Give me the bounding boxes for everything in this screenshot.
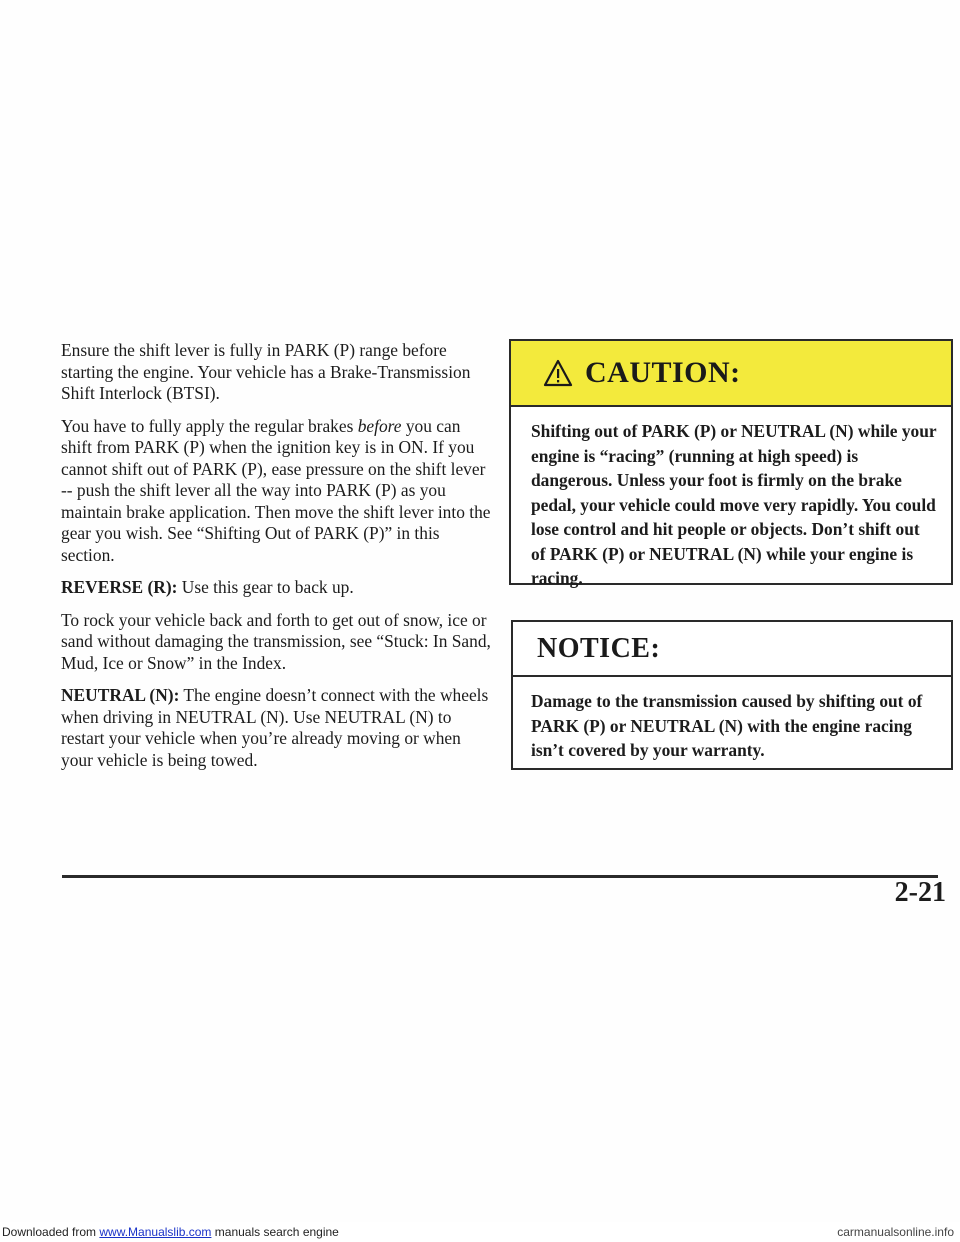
footer-rule — [62, 875, 938, 878]
notice-header — [513, 622, 951, 677]
paragraph-btsi: Ensure the shift lever is fully in PARK (P) range before starting the engine. Your vehicle has a Brake-Transmission Shift Interlock (BTSI). — [61, 340, 471, 403]
paragraph-brakes — [61, 416, 493, 567]
paragraph-reverse — [61, 577, 493, 599]
text-part: The engine doesn’t connect with the wheels when driving in NEUTRAL (N). Use NEUTRAL (N) to restart your vehicle when you’re already moving or when your vehicle is being towed. — [61, 685, 489, 770]
label-neutral: NEUTRAL (N): — [61, 685, 180, 705]
paragraph-rocking: To rock your vehicle back and forth to get out of snow, ice or sand without damaging the transmission, see “Stuck: In Sand, Mud, Ice or Snow” in the Index. — [61, 609, 491, 673]
paragraph-neutral — [61, 685, 493, 771]
text-part: Use this gear to back up. — [177, 577, 354, 597]
caution-text: Shifting out of PARK (P) or NEUTRAL (N) while your engine is “racing” (running at high speed) is dangerous. Unless your foot is firmly on the brake pedal, your vehicle could move very rapidly. You could lose control and hit people or objects. Don’t shift out of PARK (P) or NEUTRAL (N) while your engine is racing. — [531, 421, 937, 588]
caution-title: CAUTION: — [585, 356, 741, 389]
emphasis-before: before — [357, 415, 402, 436]
left-column — [61, 340, 493, 782]
notice-text: Damage to the transmission caused by shifting out of PARK (P) or NEUTRAL (N) with the engine racing isn’t covered by your warranty. — [531, 691, 923, 760]
footer-source — [2, 1222, 339, 1242]
page-number: 2-21 — [894, 877, 946, 908]
warning-triangle-icon — [543, 359, 573, 387]
footer-suffix: manuals search engine — [211, 1225, 339, 1239]
footer-watermark: carmanualsonline.info — [837, 1225, 954, 1239]
text-part: You have to fully apply the regular brakes — [61, 415, 358, 436]
notice-box — [511, 620, 953, 770]
caution-box — [509, 339, 953, 588]
label-reverse: REVERSE (R): — [61, 577, 178, 597]
manualslib-link[interactable]: www.Manualslib.com — [99, 1225, 212, 1239]
footer-prefix: Downloaded from — [2, 1225, 100, 1239]
notice-title: NOTICE: — [537, 632, 661, 664]
text-part: you can shift from PARK (P) when the ignition key is in ON. If you cannot shift out of PARK (P), ease pressure on the shift lever -- push the shift lever all the way into PARK (P) as you maintain brake application. Then move the shift lever into the gear you wish. See “Shifting Out of PARK (P)” in this section. — [61, 415, 491, 565]
caution-header — [511, 341, 951, 407]
download-footer — [0, 1222, 960, 1242]
